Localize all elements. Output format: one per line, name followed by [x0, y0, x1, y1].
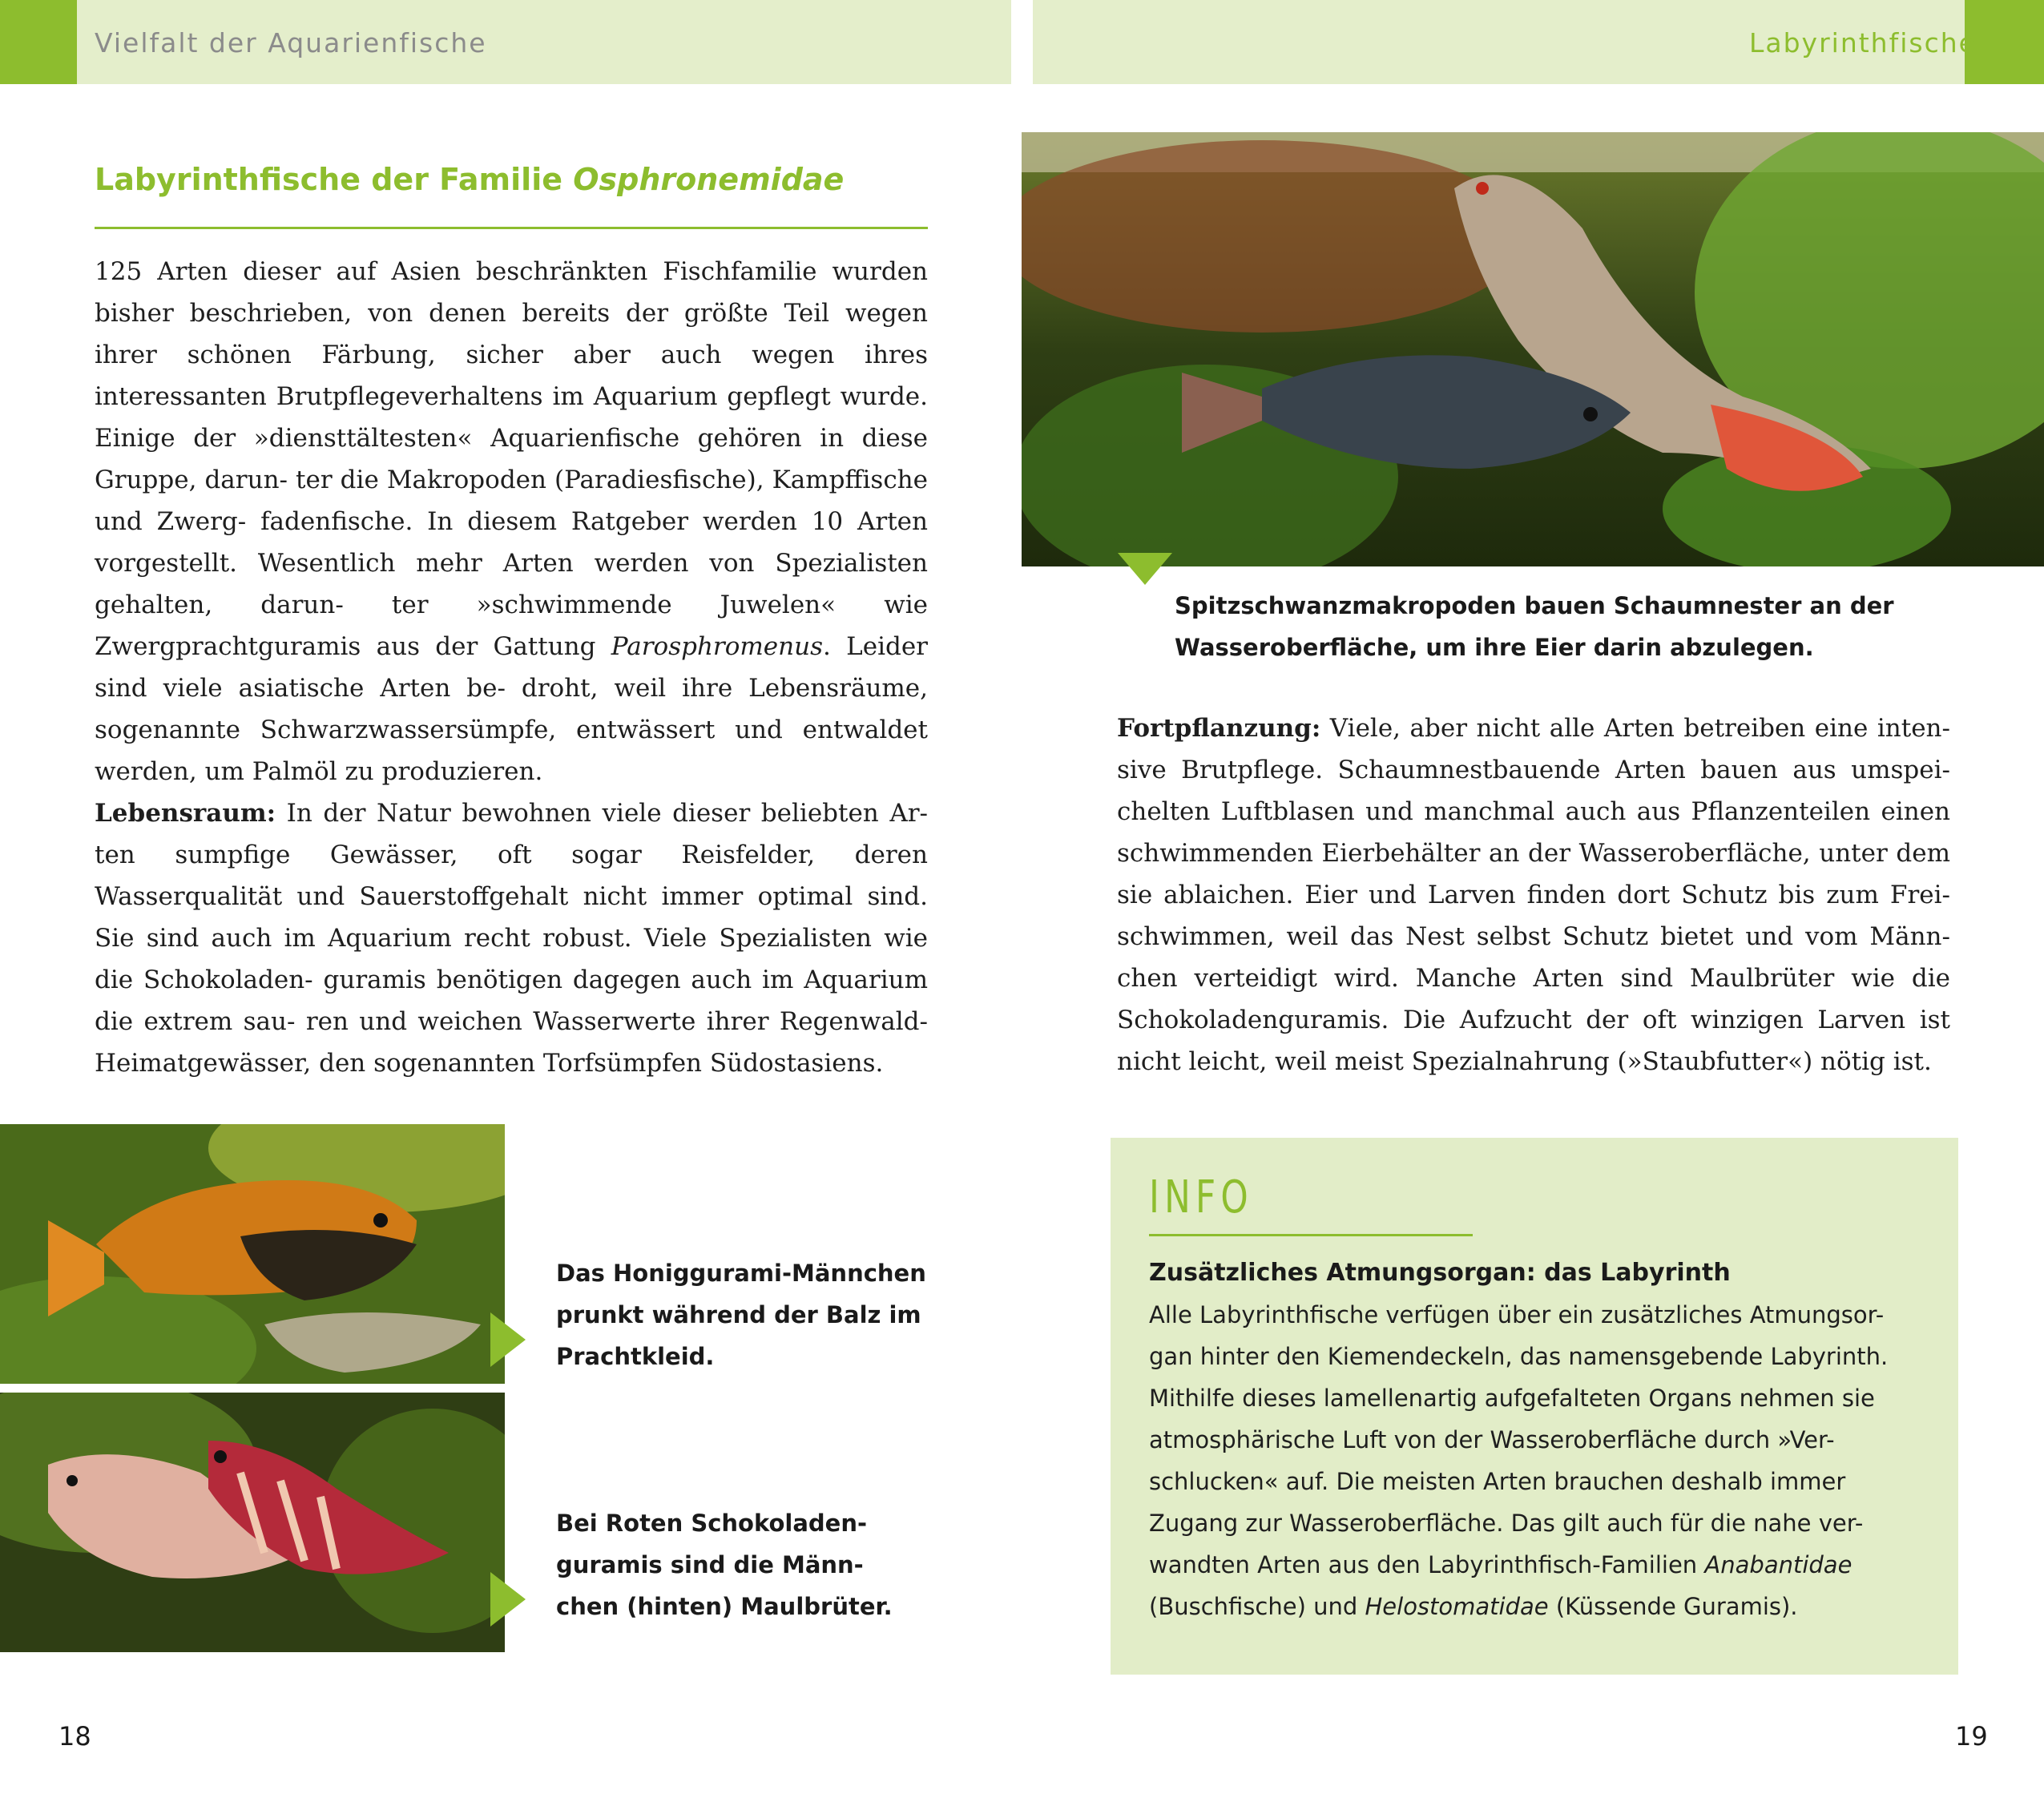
intro-paragraph: 125 Arten dieser auf Asien beschränkten Fischfamilie wurden bisher beschrieben, von denen bereits der größte Teil wegen ihrer schönen Färbung, sicher aber auch wegen ihres interessanten Brutpflegeverhaltens im Aquarium gepflegt wurde. Einige der »diensttältesten« Aquarienfische gehören in diese Gruppe, darun- ter die Makropoden (Paradiesfische), Kampffische und Zwerg- fadenfische. In diesem Ratgeber werden 10 Arten vorgestellt. Wesentlich mehr Arten werden von Spezialisten gehalten, darun- ter »schwimmende Juwelen« wie Zwergprachtguramis aus der Gattung Parosphromenus. Leider sind viele asiatische Arten be- droht, weil ihre Lebensräume, sogenannte Schwarzwassersümpfe, entwässert und entwaldet werden, um Palmöl zu produzieren.: [95, 257, 928, 786]
info-subtitle: Zusätzliches Atmungsorgan: das Labyrinth: [1149, 1259, 1731, 1287]
reproduction-paragraph: Fortpflanzung: Viele, aber nicht alle Arten betreiben eine inten- sive Brutpflege. Schaumnestbauende Arten bauen aus umspei- chelten Luftblasen und manchmal auch aus Pflanzenteilen einen schwimmenden Eierbehälter an der Wasseroberfläche, unter dem sie ablaichen. Eier und Larven finden dort Schutz bis zum Frei- schwimmen, weil das Nest selbst Schutz bietet und vom Männ- chen verteidigt wird. Manche Arten sind Maulbrüter wie die Schokoladenguramis. Die Aufzucht der oft winzigen Larven ist nicht leicht, weil meist Spezialnahrung (»Staubfutter«) nötig ist.: [1117, 714, 1950, 1076]
info-title: INFO: [1149, 1171, 1254, 1224]
caption-pointer-top: [1118, 553, 1172, 585]
info-text: Alle Labyrinthfische verfügen über ein zusätzliches Atmungsor- gan hinter den Kiemendeckeln, das namensgebende Labyrinth. Mithilfe dieses lamellenartig aufgefalteten Organs nehmen sie atmosphärische Luft von der Wasseroberfläche durch »Ver- schlucken« auf. Die meisten Arten brauchen deshalb immer Zugang zur Wasseroberfläche. Das gilt auch für die nahe ver- wandten Arten aus den Labyrinthfisch-Familien Anabantidae (Buschfische) und Helostomatidae (Küssende Guramis).: [1149, 1301, 1889, 1620]
section-title: Labyrinthfische der Familie Osphronemidae: [95, 162, 845, 197]
page-number-right: 19: [1955, 1721, 1988, 1752]
header-right-title: Labyrinthfische: [1749, 27, 1977, 58]
reproduction-label: Fortpflanzung:: [1117, 714, 1321, 743]
photo-chocolate-gourami: [0, 1393, 505, 1652]
habitat-label: Lebensraum:: [95, 799, 276, 828]
section-title-rule: [95, 227, 928, 229]
section-title-family: Osphronemidae: [573, 162, 845, 197]
caption-paradise-fish: Spitzschwanzmakropoden bauen Schaumnester an der Wasseroberfläche, um ihre Eier darin abzulegen.: [1175, 592, 1894, 661]
left-column-text: [95, 251, 928, 1084]
habitat-paragraph: Lebensraum: In der Natur bewohnen viele dieser beliebten Ar- ten sumpfige Gewässer, oft sogar Reisfelder, deren Wasserqualität und Sauerstoffgehalt nicht immer optimal sind. Sie sind auch im Aquarium recht robust. Viele Spezialisten wie die Schokoladen- guramis benötigen dagegen auch im Aquarium die extrem sau- ren und weichen Wasserwerte ihrer Regenwald-Heimatgewässer, den sogenannten Torfsümpfen Südostasiens.: [95, 799, 928, 1078]
header-tab-left: [0, 0, 77, 84]
page-number-left: 18: [58, 1721, 91, 1752]
caption-honey-gourami: Das Honiggurami-Männchen prunkt während der Balz im Prachtkleid.: [556, 1260, 926, 1370]
photo-paradise-fish: [1022, 132, 2044, 566]
info-title-rule: [1149, 1234, 1473, 1236]
caption-pointer-honey: [490, 1312, 526, 1367]
caption-chocolate-gourami: Bei Roten Schokoladen- guramis sind die Männ- chen (hinten) Maulbrüter.: [556, 1510, 893, 1620]
caption-pointer-choco: [490, 1572, 526, 1627]
photo-honey-gourami: [0, 1124, 505, 1384]
header-left-title: Vielfalt der Aquarienfische: [95, 27, 487, 58]
